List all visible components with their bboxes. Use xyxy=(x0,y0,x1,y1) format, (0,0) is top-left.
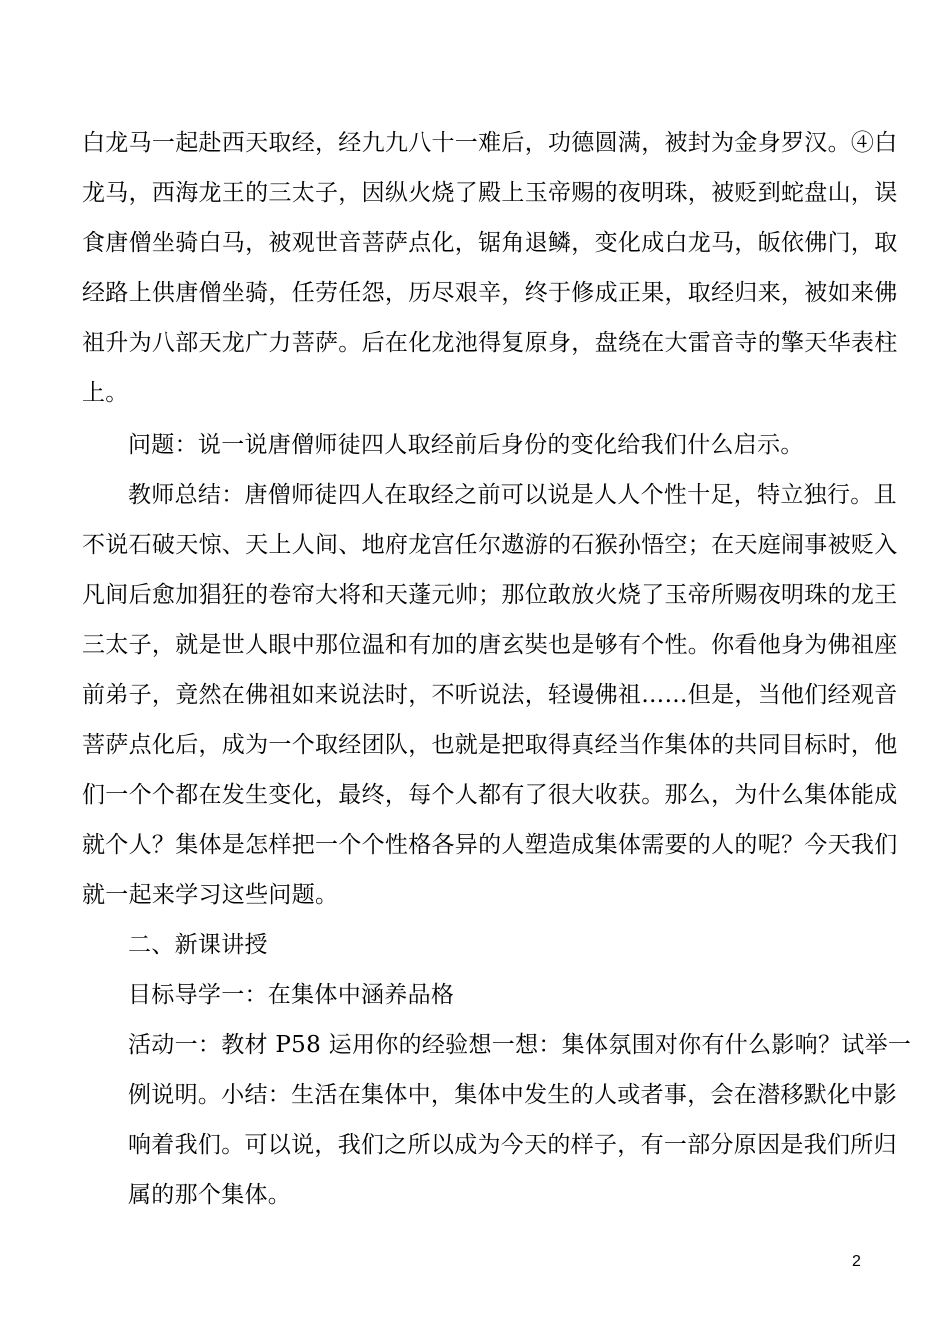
text-line: 们一个个都在发生变化，最终，每个人都有了很大收获。那么，为什么集体能成 xyxy=(82,782,898,808)
text-line: 上。 xyxy=(82,380,129,406)
question-line: 问题：说一说唐僧师徒四人取经前后身份的变化给我们什么启示。 xyxy=(128,432,804,458)
text-line: 食唐僧坐骑白马，被观世音菩萨点化，锯角退鳞，变化成白龙马，皈依佛门，取 xyxy=(82,230,898,256)
text-line: 龙马，西海龙王的三太子，因纵火烧了殿上玉帝赐的夜明珠，被贬到蛇盘山，误 xyxy=(82,180,898,206)
page-number: 2 xyxy=(852,1253,861,1270)
text-line: 属的那个集体。 xyxy=(128,1182,292,1208)
text-line: 白龙马一起赴西天取经，经九九八十一难后，功德圆满，被封为金身罗汉。④白 xyxy=(82,130,898,156)
summary-heading-line: 教师总结：唐僧师徒四人在取经之前可以说是人人个性十足，特立独行。且 xyxy=(128,482,897,508)
text-line: 就个人？集体是怎样把一个个性格各异的人塑造成集体需要的人的呢？今天我们 xyxy=(82,832,898,858)
section-heading: 二、新课讲授 xyxy=(128,932,268,958)
text-line: 就一起来学习这些问题。 xyxy=(82,882,339,908)
text-line: 例说明。小结：生活在集体中，集体中发生的人或者事，会在潜移默化中影 xyxy=(128,1082,897,1108)
text-line: 菩萨点化后，成为一个取经团队，也就是把取得真经当作集体的共同目标时，他 xyxy=(82,732,898,758)
text-line: 凡间后愈加猖狂的卷帘大将和天蓬元帅；那位敢放火烧了玉帝所赐夜明珠的龙王 xyxy=(82,582,898,608)
text-line: 不说石破天惊、天上人间、地府龙宫任尔遨游的石猴孙悟空；在天庭闹事被贬入 xyxy=(82,532,898,558)
subsection-heading: 目标导学一：在集体中涵养品格 xyxy=(128,982,455,1008)
text-line: 前弟子，竟然在佛祖如来说法时，不听说法，轻谩佛祖……但是，当他们经观音 xyxy=(82,682,898,708)
text-line: 经路上供唐僧坐骑，任劳任怨，历尽艰辛，终于修成正果，取经归来，被如来佛 xyxy=(82,280,898,306)
text-line: 祖升为八部天龙广力菩萨。后在化龙池得复原身，盘绕在大雷音寺的擎天华表柱 xyxy=(82,330,898,356)
text-line: 三太子，就是世人眼中那位温和有加的唐玄奘也是够有个性。你看他身为佛祖座 xyxy=(82,632,898,658)
text-line: 响着我们。可以说，我们之所以成为今天的样子，有一部分原因是我们所归 xyxy=(128,1132,897,1158)
activity-line: 活动一：教材 P58 运用你的经验想一想：集体氛围对你有什么影响？试举一 xyxy=(128,1032,912,1058)
